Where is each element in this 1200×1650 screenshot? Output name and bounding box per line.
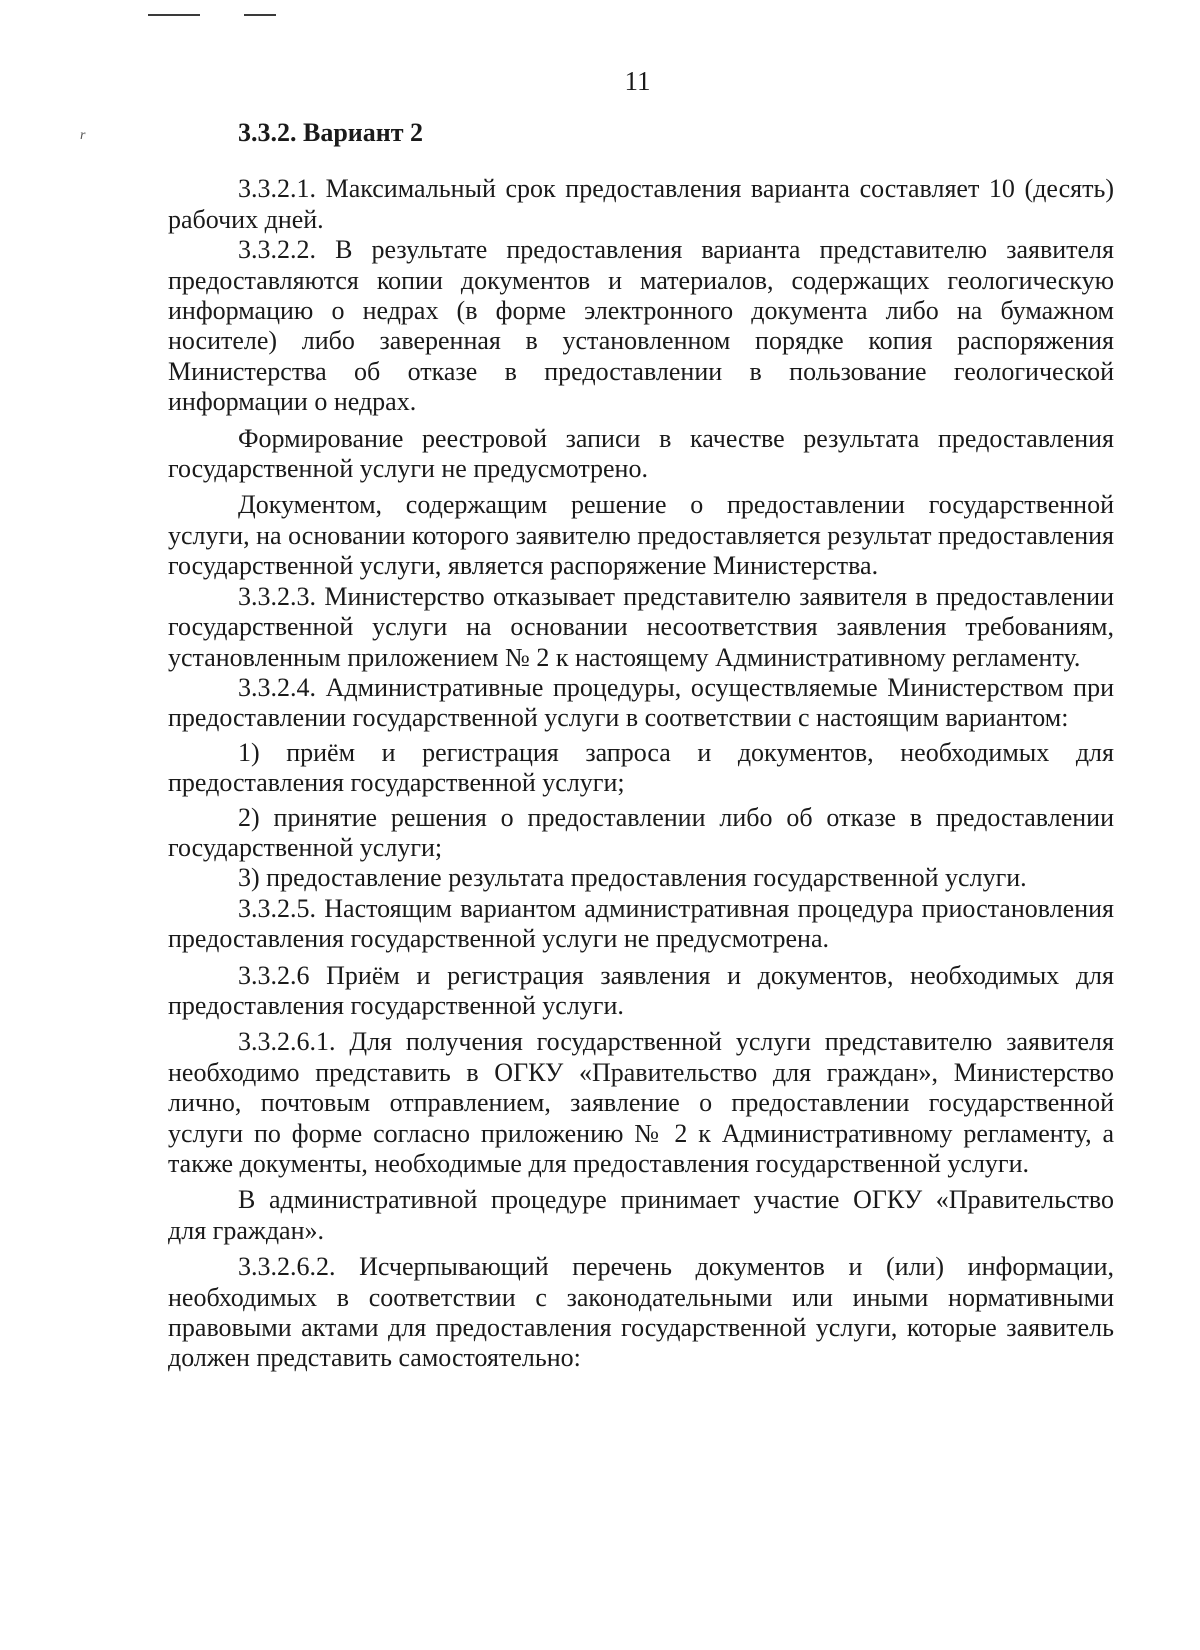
paragraph-procedure-participant: В административной процедуре принимает участие ОГКУ «Правительство для граждан». (168, 1185, 1114, 1245)
scan-artifact-line (244, 14, 276, 16)
list-item-2: 2) принятие решения о предоставлении либо об отказе в предоставлении государственной услуги; (168, 802, 1114, 862)
paragraph-3-3-2-1: 3.3.2.1. Максимальный срок предоставления варианта составляет 10 (десять) рабочих дней. (168, 174, 1114, 234)
paragraph-3-3-2-6: 3.3.2.6 Приём и регистрация заявления и документов, необходимых для предоставления государственной услуги. (168, 960, 1114, 1020)
paragraph-decision-document: Документом, содержащим решение о предоставлении государственной услуги, на основании которого заявителю предоставляется результат предоставления государственной услуги, является распоряжение Министерства. (168, 490, 1114, 581)
section-heading: 3.3.2. Вариант 2 (238, 118, 424, 147)
page-number: 11 (624, 66, 651, 96)
list-item-1: 1) приём и регистрация запроса и документов, необходимых для предоставления государственной услуги; (168, 737, 1114, 798)
scan-artifact-line (148, 14, 200, 16)
paragraph-3-3-2-3: 3.3.2.3. Министерство отказывает представителю заявителя в предоставлении государственной услуги на основании несоответствия заявления требованиям, установленным приложением № 2 к настоящему Административному регламенту. (168, 581, 1114, 672)
paragraph-3-3-2-6-1: 3.3.2.6.1. Для получения государственной услуги представителю заявителя необходимо представить в ОГКУ «Правительство для граждан», Министерство лично, почтовым отправлением, заявление о предоставлении государственной услуги по форме согласно приложению № 2 к Административному регламенту, а также документы, необходимые для предоставления государственной услуги. (168, 1027, 1114, 1178)
paragraph-3-3-2-4: 3.3.2.4. Административные процедуры, осуществляемые Министерством при предоставлении государственной услуги в соответствии с настоящим вариантом: (168, 672, 1114, 733)
paragraph-registry-record: Формирование реестровой записи в качестве результата предоставления государственной услуги не предусмотрено. (168, 423, 1114, 484)
paragraph-3-3-2-6-2: 3.3.2.6.2. Исчерпывающий перечень документов и (или) информации, необходимых в соответствии с законодательными или иными нормативными правовыми актами для предоставления государственной услуги, которые заявитель должен представить самостоятельно: (168, 1252, 1114, 1373)
paragraph-3-3-2-2: 3.3.2.2. В результате предоставления варианта представителю заявителя предоставляются копии документов и материалов, содержащих геологическую информацию о недрах (в форме электронного документа либо на бумажном носителе) либо заверенная в установленном порядке копия распоряжения Министерства об отказе в предоставлении в пользование геологической информации о недрах. (168, 235, 1114, 417)
list-item-3: 3) предоставление результата предоставления государственной услуги. (238, 863, 1027, 893)
document-body (168, 118, 1114, 1374)
stray-pen-mark: r (80, 128, 86, 143)
paragraph-3-3-2-5: 3.3.2.5. Настоящим вариантом административная процедура приостановления предоставления государственной услуги не предусмотрена. (168, 893, 1114, 954)
